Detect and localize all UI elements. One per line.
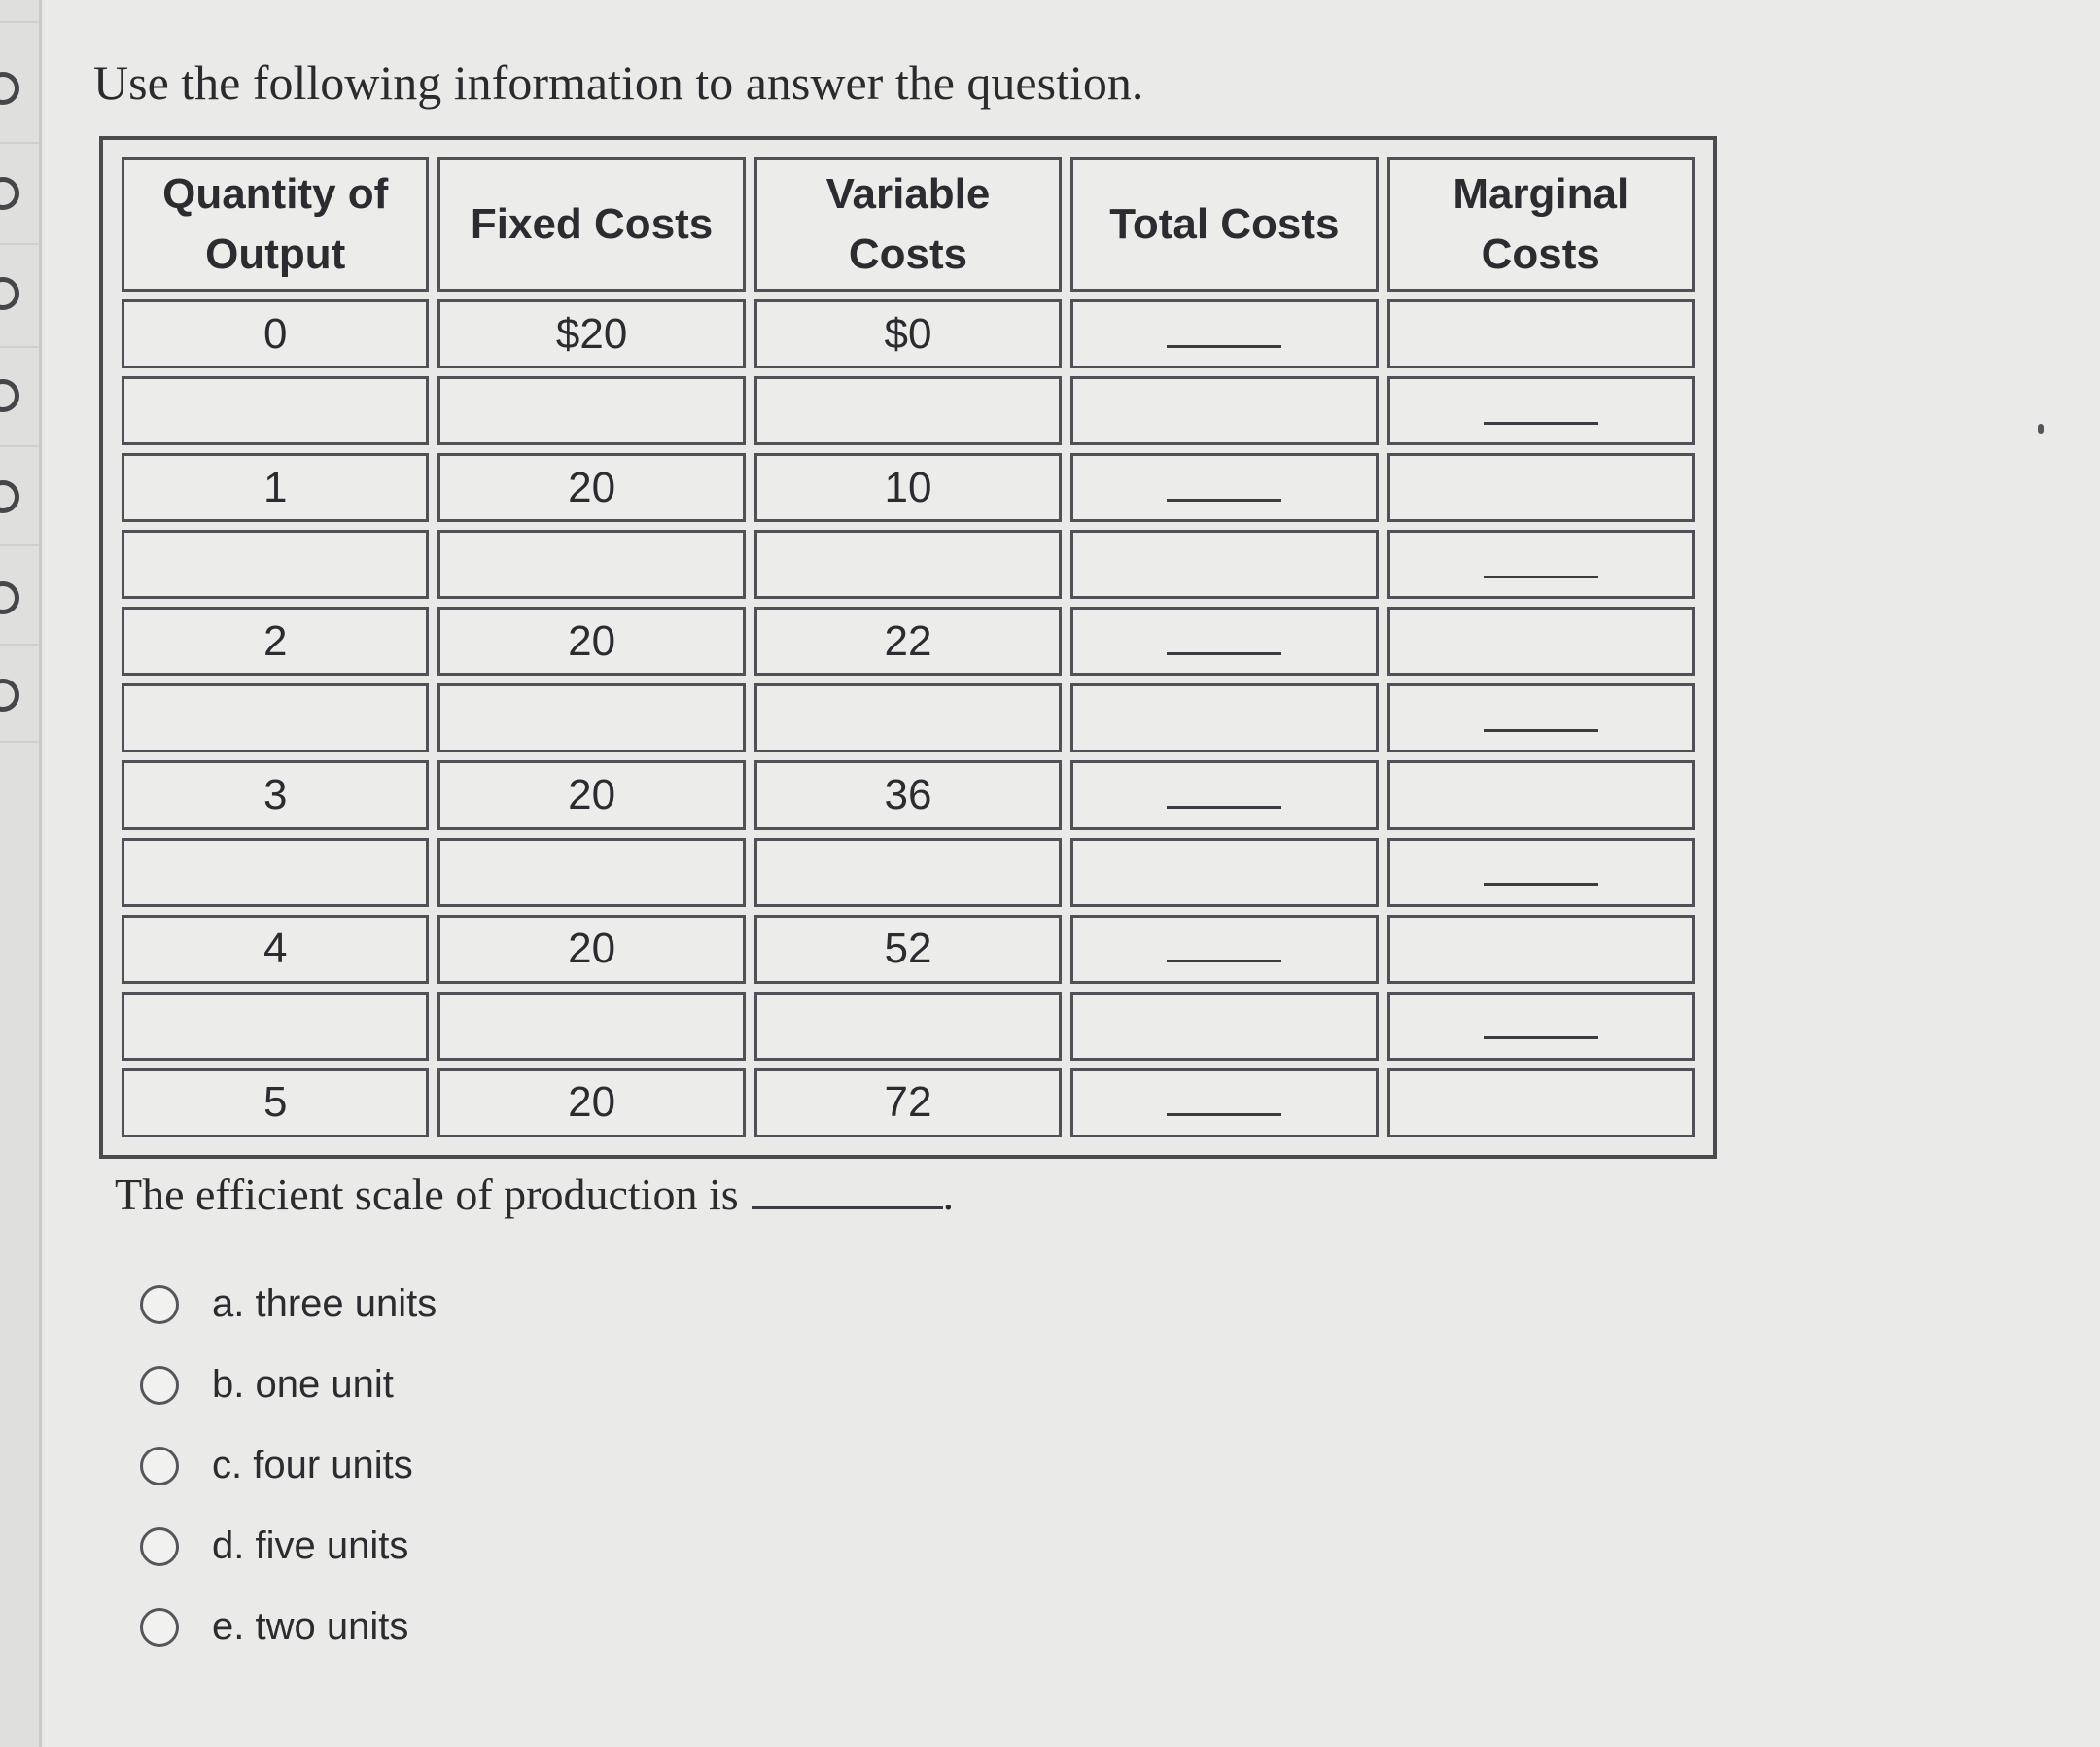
answer-blank (1167, 1105, 1281, 1116)
answer-blank (1484, 568, 1598, 578)
table-row (122, 915, 1695, 984)
answer-blank (752, 1199, 943, 1209)
header-fixed-costs: Fixed Costs (438, 157, 745, 292)
empty-cell (122, 838, 429, 907)
radio-button[interactable] (140, 1366, 179, 1405)
table-row (122, 760, 1695, 829)
empty-cell (122, 992, 429, 1061)
variable-cost-cell: 10 (754, 453, 1062, 522)
answer-blank (1484, 414, 1598, 425)
rail-divider (0, 142, 39, 144)
fixed-cost-cell: 20 (438, 915, 745, 984)
cost-table-frame (99, 136, 1717, 1159)
empty-cell (754, 992, 1062, 1061)
quantity-cell: 5 (122, 1068, 429, 1137)
rail-divider (0, 741, 39, 743)
marginal-cost-cell (1387, 607, 1695, 676)
fixed-cost-cell: 20 (438, 453, 745, 522)
question-nav-marker[interactable] (0, 277, 19, 310)
fixed-cost-cell: 20 (438, 760, 745, 829)
marginal-cost-cell (1387, 915, 1695, 984)
option-d[interactable] (140, 1506, 437, 1587)
question-panel (45, 0, 2100, 1747)
cost-table (113, 150, 1703, 1145)
empty-cell (1070, 683, 1378, 752)
header-variable-costs: Variable Costs (754, 157, 1062, 292)
total-cost-cell (1070, 1068, 1378, 1137)
variable-cost-cell: 22 (754, 607, 1062, 676)
rail-divider (0, 445, 39, 447)
radio-button[interactable] (140, 1285, 179, 1324)
total-cost-cell (1070, 607, 1378, 676)
answer-blank (1484, 875, 1598, 886)
question-nav-marker[interactable] (0, 72, 19, 105)
answer-blank (1167, 952, 1281, 962)
option-label: d. five units (212, 1524, 409, 1567)
empty-cell (122, 376, 429, 445)
quantity-cell: 1 (122, 453, 429, 522)
empty-cell (1070, 992, 1378, 1061)
answer-blank (1167, 337, 1281, 348)
table-spacer-row (122, 838, 1695, 907)
fixed-cost-cell: $20 (438, 299, 745, 368)
empty-cell (1070, 838, 1378, 907)
empty-cell (438, 683, 745, 752)
quantity-cell: 0 (122, 299, 429, 368)
option-c[interactable] (140, 1425, 437, 1506)
answer-blank (1167, 645, 1281, 655)
empty-cell (754, 376, 1062, 445)
question-stem (115, 1169, 954, 1220)
variable-cost-cell: 72 (754, 1068, 1062, 1137)
rail-divider (0, 644, 39, 646)
empty-cell (754, 683, 1062, 752)
rail-divider (0, 346, 39, 348)
variable-cost-cell: $0 (754, 299, 1062, 368)
option-e[interactable] (140, 1587, 437, 1667)
table-header-row (122, 157, 1695, 292)
rail-divider (0, 544, 39, 546)
table-row (122, 453, 1695, 522)
screen-speck (2038, 424, 2044, 434)
empty-cell (122, 530, 429, 599)
variable-cost-cell: 36 (754, 760, 1062, 829)
marginal-cost-cell (1387, 838, 1695, 907)
radio-button[interactable] (140, 1447, 179, 1485)
question-intro: Use the following information to answer the question. (93, 55, 1144, 110)
option-label: a. three units (212, 1282, 438, 1325)
header-marginal-costs: Marginal Costs (1387, 157, 1695, 292)
question-nav-marker[interactable] (0, 177, 19, 210)
empty-cell (754, 838, 1062, 907)
question-nav-marker[interactable] (0, 480, 19, 513)
table-spacer-row (122, 530, 1695, 599)
question-text: The efficient scale of production is (115, 1170, 739, 1219)
quantity-cell: 2 (122, 607, 429, 676)
option-b[interactable] (140, 1345, 437, 1425)
total-cost-cell (1070, 453, 1378, 522)
header-quantity: Quantity of Output (122, 157, 429, 292)
fixed-cost-cell: 20 (438, 1068, 745, 1137)
table-row (122, 299, 1695, 368)
empty-cell (438, 530, 745, 599)
radio-button[interactable] (140, 1608, 179, 1647)
marginal-cost-cell (1387, 760, 1695, 829)
answer-options (140, 1264, 437, 1667)
total-cost-cell (1070, 915, 1378, 984)
question-nav-marker[interactable] (0, 581, 19, 614)
empty-cell (754, 530, 1062, 599)
marginal-cost-cell (1387, 992, 1695, 1061)
marginal-cost-cell (1387, 299, 1695, 368)
radio-button[interactable] (140, 1527, 179, 1566)
question-period: . (942, 1170, 955, 1219)
marginal-cost-cell (1387, 376, 1695, 445)
quantity-cell: 3 (122, 760, 429, 829)
marginal-cost-cell (1387, 1068, 1695, 1137)
table-row (122, 1068, 1695, 1137)
question-nav-marker[interactable] (0, 679, 19, 712)
option-label: c. four units (212, 1444, 413, 1486)
empty-cell (438, 992, 745, 1061)
option-label: e. two units (212, 1605, 409, 1648)
fixed-cost-cell: 20 (438, 607, 745, 676)
empty-cell (1070, 530, 1378, 599)
answer-blank (1484, 1029, 1598, 1039)
rail-divider (0, 243, 39, 245)
total-cost-cell (1070, 299, 1378, 368)
table-spacer-row (122, 683, 1695, 752)
option-a[interactable] (140, 1264, 437, 1345)
table-spacer-row (122, 992, 1695, 1061)
rail-divider (0, 21, 39, 23)
quantity-cell: 4 (122, 915, 429, 984)
header-total-costs: Total Costs (1070, 157, 1378, 292)
option-label: b. one unit (212, 1363, 394, 1406)
table-spacer-row (122, 376, 1695, 445)
question-nav-marker[interactable] (0, 379, 19, 412)
marginal-cost-cell (1387, 453, 1695, 522)
answer-blank (1167, 798, 1281, 809)
total-cost-cell (1070, 760, 1378, 829)
answer-blank (1167, 491, 1281, 502)
empty-cell (122, 683, 429, 752)
variable-cost-cell: 52 (754, 915, 1062, 984)
empty-cell (438, 376, 745, 445)
marginal-cost-cell (1387, 530, 1695, 599)
answer-blank (1484, 721, 1598, 732)
empty-cell (438, 838, 745, 907)
question-nav-rail (0, 0, 42, 1747)
marginal-cost-cell (1387, 683, 1695, 752)
table-row (122, 607, 1695, 676)
empty-cell (1070, 376, 1378, 445)
